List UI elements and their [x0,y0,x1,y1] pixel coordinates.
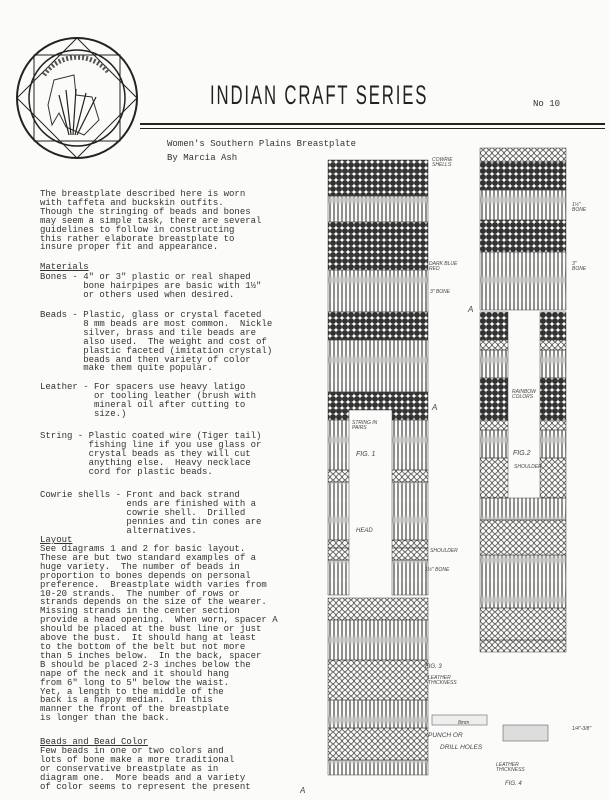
fig1-bone-band [328,560,349,595]
fig2-bone-band [540,350,566,378]
fig2-bone-band [480,498,566,520]
fig2-dark-bead-band [540,312,566,340]
fig4-label-leather: LEATHER THICKNESS [496,762,525,773]
fig1-dark-bead-band [328,312,428,340]
fig1-bone-band [392,482,428,540]
fig1-dark-bead-band [328,172,428,196]
fig2-caption: FIG.2 [513,450,531,457]
issue-number: No 10 [533,99,561,109]
fig2-bead-band [540,458,566,498]
fig2-bead-band [540,420,566,430]
fig1-bead-band [328,470,349,482]
fig1-dark-bead-band [328,160,428,172]
fig2-bone-band [480,252,566,310]
fig1-caption: FIG. 1 [356,451,376,458]
fig1-dark-bead-band [328,222,428,256]
fig1-bead-band [328,660,428,700]
fig1-label-shoulder: SHOULDER [430,548,458,554]
fig2-bead-band [480,608,566,640]
fig1-label-cowrie: COWRIE SHELLS [432,157,453,168]
fig3-label-leather: LEATHER THICKNESS [428,675,457,686]
fig2-bone-band [480,350,508,378]
material-beads: Beads - Plastic, glass or crystal faceted 8 mm beads are most common. Nickle silver, brass and tile beads are also used. The weight and cost of plastic faceted (imitation crystal) beads and then variety of color make them quite popular. [40,310,273,374]
fig1-bone-band [328,340,428,392]
fig1-spacer-a: A [432,403,438,412]
fig1-label-dark-blue-red: DARK BLUE RED [429,261,458,272]
fig2-bead-band [480,148,566,162]
bead-color-paragraph: Few beads in one or two colors and lots of bone make a more traditional or conservative breastplate as in diagram one. More beads and a variety of color seems to represent the present [40,746,251,792]
fig1-bead-band [392,540,428,548]
fig2-bead-band [480,340,508,350]
fig1-dark-bead-band [392,410,428,420]
fig1-bone-band [328,482,349,540]
fig1-label-1-5in-bone: 1½" BONE [425,567,450,573]
fig2-dark-bead-band [540,378,566,420]
fig3-caption: FIG. 3 [425,664,442,670]
fig4-caption: FIG. 4 [505,781,522,787]
bead-color-heading: Beads and Bead Color [40,737,149,747]
fig1-bead-band [392,470,428,482]
fig3-label-drill: DRILL HOLES [440,744,483,751]
fig1-bone-band [328,270,428,312]
material-string: String - Plastic coated wire (Tiger tail) fishing line if you use glass or crystal beads as they will cut anything else. Heavy necklace cord for plastic beads. [40,431,262,477]
fig1-bottom-a: A [300,786,306,795]
fig1-label-head: HEAD [356,528,373,534]
fig2-bone-band [540,430,566,458]
fig2-bead-band [480,458,508,498]
fig1-label-string-pairs: STRING IN PAIRS [352,420,378,431]
intro-paragraph: The breastplate described here is worn with taffeta and buckskin outfits. Though the stringing of beads and bones may seem a simple task, there are several guidelines to follow in constructing this rather elaborate breastplate to insure proper fit and appearance. [40,189,262,253]
fig1-bone-band [392,420,428,470]
fig2-dark-bead-band [480,378,508,420]
fig2-label-rainbow: RAINBOW COLORS [512,389,536,400]
fig1-bone-band [328,196,428,222]
fig1-bead-band [328,598,428,620]
layout-paragraph: See diagrams 1 and 2 for basic layout. These are but two standard examples of a huge variety. The number of beads in proportion to bones depends on personal preference. Breastplate width varies from 10-20 strands. The number of rows or strands depends on the size of the wearer. Missing strands in the center section provide a head opening. When worn, spacer A should be placed at the bust line or just above the bust. It should hang at least to the bottom of the belt but not more than 5 inches below. In the back, spacer B should be placed 2-3 inches below the nape of the neck and it should hang from 6" long to 5" below the waist. Yet, a length to the middle of the back is a happy median. In this manner the front of the breastplate is longer than the back. [40,544,278,724]
fig4-leather-spacer [503,725,548,741]
fig2-bead-band [540,340,566,350]
layout-heading: Layout [40,535,73,545]
article-byline: By Marcia Ash [167,153,238,163]
series-title: INDIAN CRAFT SERIES [210,80,429,110]
material-leather: Leather - For spacers use heavy latigo or tooling leather (brush with mineral oil after cutting to size.) [40,382,257,419]
fig2-bead-band [480,640,566,652]
fig1-label-3in-bone: 3" BONE [430,289,451,295]
fig3-label-8mm: 8mm [458,720,470,726]
fig2-label-shoulder: SHOULDER [514,464,542,470]
fig2-bead-band [480,420,508,430]
fig1-bead-band [328,548,349,560]
fig1-bone-band [328,760,428,775]
fig1-bone-band [392,560,428,595]
fig3-label-punch: PUNCH OR [428,732,463,739]
fig2-dark-bead-band [480,220,566,252]
material-bones: Bones - 4" or 3" plastic or real shaped bone hairpipes are basic with 1½" or others used when desired. [40,272,262,300]
fig2-bone-band [480,190,566,220]
fig2-dark-bead-band [480,162,566,190]
fig1-bone-band [328,420,349,470]
materials-heading: Materials [40,262,89,272]
fig1-dark-bead-band [328,256,428,270]
fig1-dark-bead-band [328,392,428,410]
fig2-bone-band [480,430,508,458]
fig2-label-3in-bone: 3" BONE [572,261,587,272]
fig1-bead-band [328,728,428,760]
fig1-bead-band [328,540,349,548]
fig1-bead-band [392,548,428,560]
article-title: Women's Southern Plains Breastplate [167,139,357,149]
fig2-dark-bead-band [480,312,508,340]
material-cowrie: Cowrie shells - Front and back strand ends are finished with a cowrie shell. Drilled pennies and tin cones are alternatives. [40,490,262,536]
fig2-label-1-5in-bone: 1½" BONE [572,202,587,213]
fig4-label-dim: 1/4"-3/8" [572,726,592,732]
fig1-bone-band [328,700,428,728]
fig2-bead-band [480,520,566,555]
fig2-bone-band [480,555,566,608]
fig2-spacer-a: A [468,305,474,314]
fig1-dark-bead-band [328,410,349,420]
fig1-bone-band [328,620,428,660]
